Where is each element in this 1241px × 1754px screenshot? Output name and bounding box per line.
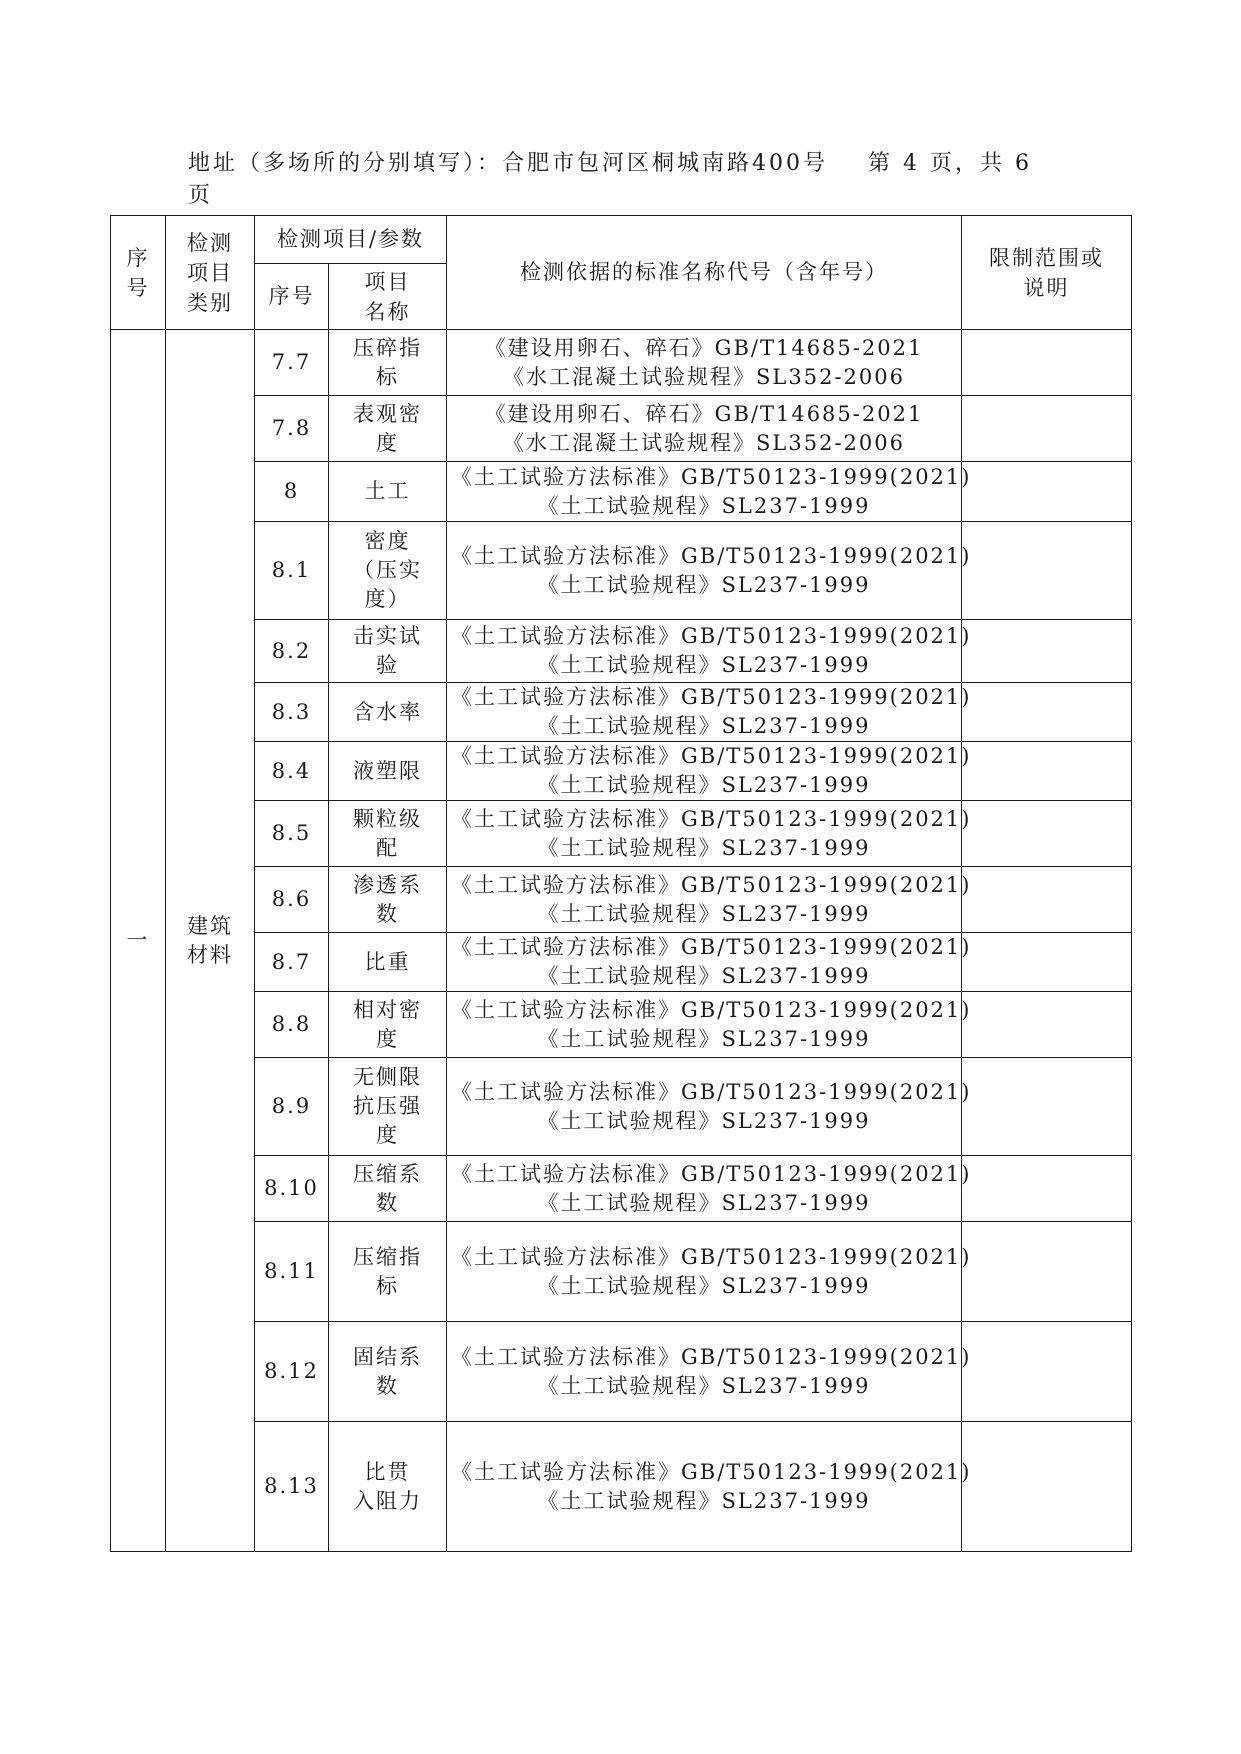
table-row (111, 867, 1132, 933)
item-standard: 《土工试验方法标准》GB/T50123-1999(2021) 《土工试验规程》SL237-1999 (447, 867, 962, 933)
item-standard: 《土工试验方法标准》GB/T50123-1999(2021) 《土工试验规程》SL237-1999 (447, 683, 962, 742)
item-limit (962, 683, 1132, 742)
header-category: 检测 项目 类别 (166, 216, 255, 330)
item-standard: 《土工试验方法标准》GB/T50123-1999(2021) 《土工试验规程》SL237-1999 (447, 1422, 962, 1552)
item-name: 压缩系 数 (329, 1156, 447, 1222)
item-seq: 8.13 (255, 1422, 329, 1552)
table-row (111, 1156, 1132, 1222)
table-row (111, 933, 1132, 992)
item-standard: 《建设用卵石、碎石》GB/T14685-2021 《水工混凝土试验规程》SL352-2006 (447, 396, 962, 462)
item-name: 土工 (329, 462, 447, 522)
item-name: 无侧限 抗压强 度 (329, 1058, 447, 1156)
table-row (111, 620, 1132, 683)
table-row (111, 522, 1132, 620)
address-label: 地址（多场所的分别填写）： (188, 151, 503, 176)
table-row (111, 1422, 1132, 1552)
header-limit: 限制范围或 说明 (962, 216, 1132, 330)
item-seq: 8.4 (255, 742, 329, 801)
item-standard: 《土工试验方法标准》GB/T50123-1999(2021) 《土工试验规程》SL237-1999 (447, 801, 962, 867)
header-line-1 (188, 148, 1068, 180)
table-row (111, 992, 1132, 1058)
item-seq: 8.2 (255, 620, 329, 683)
table-row (111, 396, 1132, 462)
item-name: 表观密 度 (329, 396, 447, 462)
table-row (111, 1222, 1132, 1322)
header-item-name: 项目 名称 (329, 264, 447, 330)
item-seq: 8.9 (255, 1058, 329, 1156)
item-seq: 8.12 (255, 1322, 329, 1422)
item-seq: 7.7 (255, 330, 329, 396)
item-standard: 《土工试验方法标准》GB/T50123-1999(2021) 《土工试验规程》SL237-1999 (447, 992, 962, 1058)
item-limit (962, 330, 1132, 396)
item-standard: 《土工试验方法标准》GB/T50123-1999(2021) 《土工试验规程》SL237-1999 (447, 1222, 962, 1322)
item-seq: 8.7 (255, 933, 329, 992)
item-standard: 《土工试验方法标准》GB/T50123-1999(2021) 《土工试验规程》SL237-1999 (447, 522, 962, 620)
table-row (111, 683, 1132, 742)
item-limit (962, 1422, 1132, 1552)
item-standard: 《建设用卵石、碎石》GB/T14685-2021 《水工混凝土试验规程》SL352-2006 (447, 330, 962, 396)
group-category: 建筑 材料 (166, 330, 255, 1552)
group-seq: 一 (111, 330, 166, 1552)
item-standard: 《土工试验方法标准》GB/T50123-1999(2021) 《土工试验规程》SL237-1999 (447, 620, 962, 683)
item-name: 压缩指 标 (329, 1222, 447, 1322)
table-row (111, 742, 1132, 801)
address-value: 合肥市包河区桐城南路400号 (502, 151, 829, 176)
item-seq: 8.3 (255, 683, 329, 742)
page-info: 第 4 页，共 6 (868, 151, 1032, 176)
table-row (111, 462, 1132, 522)
item-name: 比贯 入阻力 (329, 1422, 447, 1552)
item-seq: 8.11 (255, 1222, 329, 1322)
item-standard: 《土工试验方法标准》GB/T50123-1999(2021) 《土工试验规程》SL237-1999 (447, 1322, 962, 1422)
item-limit (962, 742, 1132, 801)
item-standard: 《土工试验方法标准》GB/T50123-1999(2021) 《土工试验规程》SL237-1999 (447, 462, 962, 522)
header-item-group: 检测项目/参数 (255, 216, 447, 264)
table-row (111, 330, 1132, 396)
item-name: 压碎指 标 (329, 330, 447, 396)
item-limit (962, 1222, 1132, 1322)
item-limit (962, 396, 1132, 462)
item-name: 比重 (329, 933, 447, 992)
item-seq: 8.10 (255, 1156, 329, 1222)
item-name: 固结系 数 (329, 1322, 447, 1422)
item-standard: 《土工试验方法标准》GB/T50123-1999(2021) 《土工试验规程》SL237-1999 (447, 933, 962, 992)
item-seq: 7.8 (255, 396, 329, 462)
header-standard: 检测依据的标准名称代号（含年号） (447, 216, 962, 330)
item-limit (962, 992, 1132, 1058)
item-name: 相对密 度 (329, 992, 447, 1058)
item-limit (962, 462, 1132, 522)
item-limit (962, 1322, 1132, 1422)
item-limit (962, 522, 1132, 620)
item-seq: 8.1 (255, 522, 329, 620)
item-name: 密度 （压实 度） (329, 522, 447, 620)
item-name: 渗透系 数 (329, 867, 447, 933)
item-name: 颗粒级 配 (329, 801, 447, 867)
item-standard: 《土工试验方法标准》GB/T50123-1999(2021) 《土工试验规程》SL237-1999 (447, 1058, 962, 1156)
item-name: 含水率 (329, 683, 447, 742)
item-limit (962, 1058, 1132, 1156)
table-row (111, 1322, 1132, 1422)
item-limit (962, 801, 1132, 867)
table-row (111, 1058, 1132, 1156)
item-limit (962, 933, 1132, 992)
header-item-seq: 序号 (255, 264, 329, 330)
header-line-2: 页 (188, 183, 214, 208)
page-header (188, 148, 1068, 212)
table-row (111, 801, 1132, 867)
item-standard: 《土工试验方法标准》GB/T50123-1999(2021) 《土工试验规程》SL237-1999 (447, 1156, 962, 1222)
inspection-table (110, 215, 1132, 1552)
item-name: 击实试 验 (329, 620, 447, 683)
header-seq: 序 号 (111, 216, 166, 330)
item-name: 液塑限 (329, 742, 447, 801)
item-seq: 8.8 (255, 992, 329, 1058)
item-limit (962, 620, 1132, 683)
item-seq: 8.6 (255, 867, 329, 933)
item-limit (962, 1156, 1132, 1222)
item-standard: 《土工试验方法标准》GB/T50123-1999(2021) 《土工试验规程》SL237-1999 (447, 742, 962, 801)
item-seq: 8 (255, 462, 329, 522)
item-limit (962, 867, 1132, 933)
item-seq: 8.5 (255, 801, 329, 867)
